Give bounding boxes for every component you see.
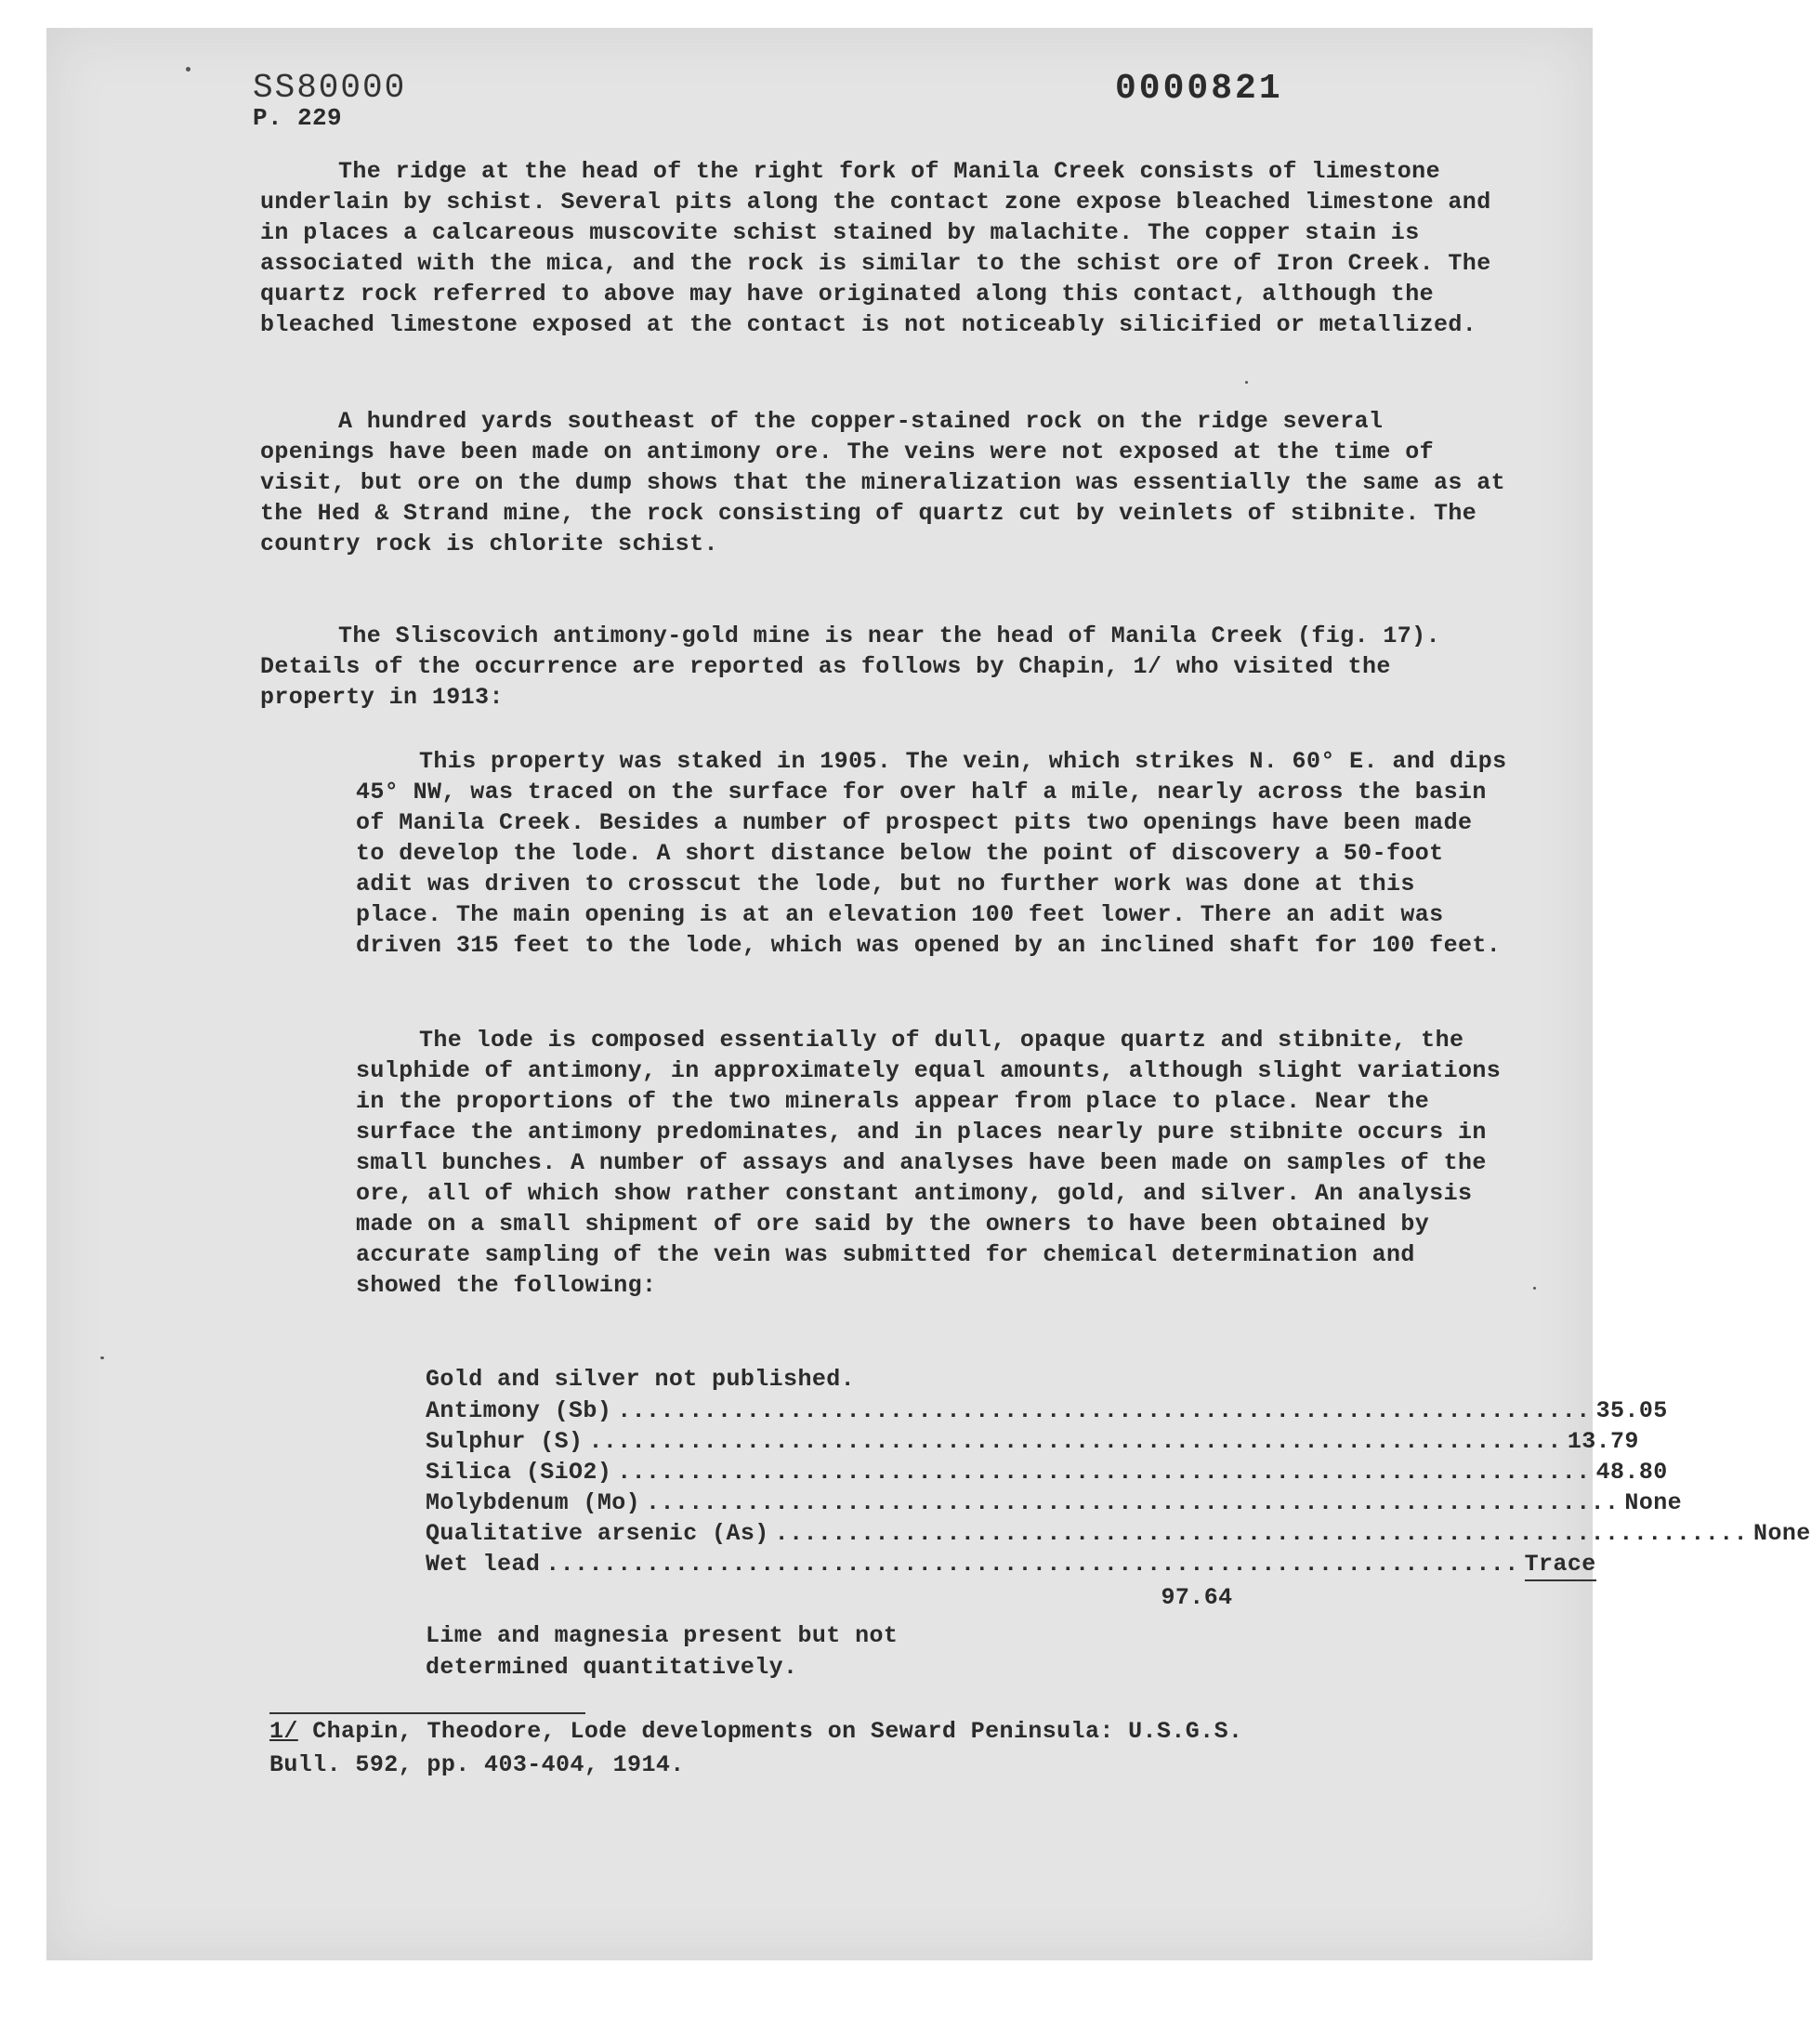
table-row [426,1549,1596,1579]
quote-paragraph-lode: The lode is composed essentially of dull, opaque quartz and stibnite, the sulphide of antimony, in approximately equal amounts, although slight variations in the proportions of the two minerals appear from place to place. Near the surface the antimony predominates, and in places nearly pure stibnite occurs in small bunches. A number of assays and analyses have been made on samples of the ore, all of which show rather constant antimony, gold, and silver. An analysis made on a small shipment of ore said by the owners to have been obtained by accurate sampling of the vein was submitted for chemical determination and showed the following: [356,1027,1502,1299]
row-label: Silica (SiO2) [426,1459,612,1486]
footnote-marker: 1/ [269,1718,298,1745]
page-reference: P. 229 [253,104,343,132]
document-number: 0000821 [1115,69,1283,109]
table-row [426,1395,1668,1426]
paragraph-sliscovich-mine: The Sliscovich antimony-gold mine is near the head of Manila Creek (fig. 17). Details of the occurrence are reported as follows by Chapin, 1/ who visited the property in 1913: [260,622,1440,711]
dot-leader: .................................................................... [774,1520,1749,1547]
paragraph-ridge: The ridge at the head of the right fork of Manila Creek consists of limestone underlain by schist. Several pits along the contact zone expose bleached limestone and in places a calcareous muscovite schist stained by malachite. The copper stain is associated with the mica, and the rock is similar to the schist ore of Iron Creek. The quartz rock referred to above may have originated along this contact, although the bleached limestone exposed at the contact is not noticeably silicified or metallized. [260,158,1491,338]
footnote [269,1715,1384,1782]
row-value: None [1753,1520,1811,1547]
row-label: Sulphur (S) [426,1428,584,1455]
dot-leader: .................................................................... [646,1489,1620,1516]
table-row [426,1518,1811,1549]
table-row [426,1426,1639,1457]
stamp-left: SS80000 [253,69,407,107]
scan-speck [186,67,190,72]
analysis-total: 97.64 [1161,1584,1233,1611]
dot-leader: .................................................................... [545,1551,1519,1578]
analysis-note: Lime and magnesia present but not determined quantitatively. [426,1622,899,1681]
dot-leader: .................................................................... [588,1428,1562,1455]
row-label: Wet lead [426,1551,541,1578]
scan-speck [1533,1287,1536,1290]
row-value: 13.79 [1567,1428,1639,1455]
footnote-rule [269,1712,585,1714]
row-value: Trace [1525,1549,1596,1581]
row-value: 35.05 [1595,1397,1668,1424]
dot-leader: .................................................................... [617,1459,1591,1486]
footnote-text: Chapin, Theodore, Lode developments on Seward Peninsula: U.S.G.S. Bull. 592, pp. 403-404, 1914. [269,1718,1243,1778]
row-label: Qualitative arsenic (As) [426,1520,769,1547]
table-row [426,1487,1683,1518]
scan-speck [1245,381,1248,384]
dot-leader: .................................................................... [617,1397,1591,1424]
row-value: 48.80 [1595,1459,1668,1486]
scan-speck [100,1356,104,1359]
row-label: Molybdenum (Mo) [426,1489,641,1516]
paragraph-antimony-openings: A hundred yards southeast of the copper-stained rock on the ridge several openings have been made on antimony ore. The veins were not exposed at the time of visit, but ore on the dump shows that the mineralization was essentially the same as at the Hed & Strand mine, the rock consisting of quartz cut by veinlets of stibnite. The country rock is chlorite schist. [260,408,1506,557]
row-value: None [1624,1489,1683,1516]
analysis-total-row [426,1579,1243,1615]
quote-paragraph-property: This property was staked in 1905. The vein, which strikes N. 60° E. and dips 45° NW, was traced on the surface for over half a mile, nearly across the basin of Manila Creek. Besides a number of prospect pits two openings have been made to develop the lode. A short distance below the point of discovery a 50-foot adit was driven to crosscut the lode, but no further work was done at this place. The main opening is at an elevation 100 feet lower. There an adit was driven 315 feet to the lode, which was opened by an inclined shaft for 100 feet. [356,748,1507,959]
analysis-table [426,1364,1811,1684]
analysis-caption: Gold and silver not published. [426,1366,856,1393]
table-row [426,1457,1668,1487]
row-label: Antimony (Sb) [426,1397,612,1424]
